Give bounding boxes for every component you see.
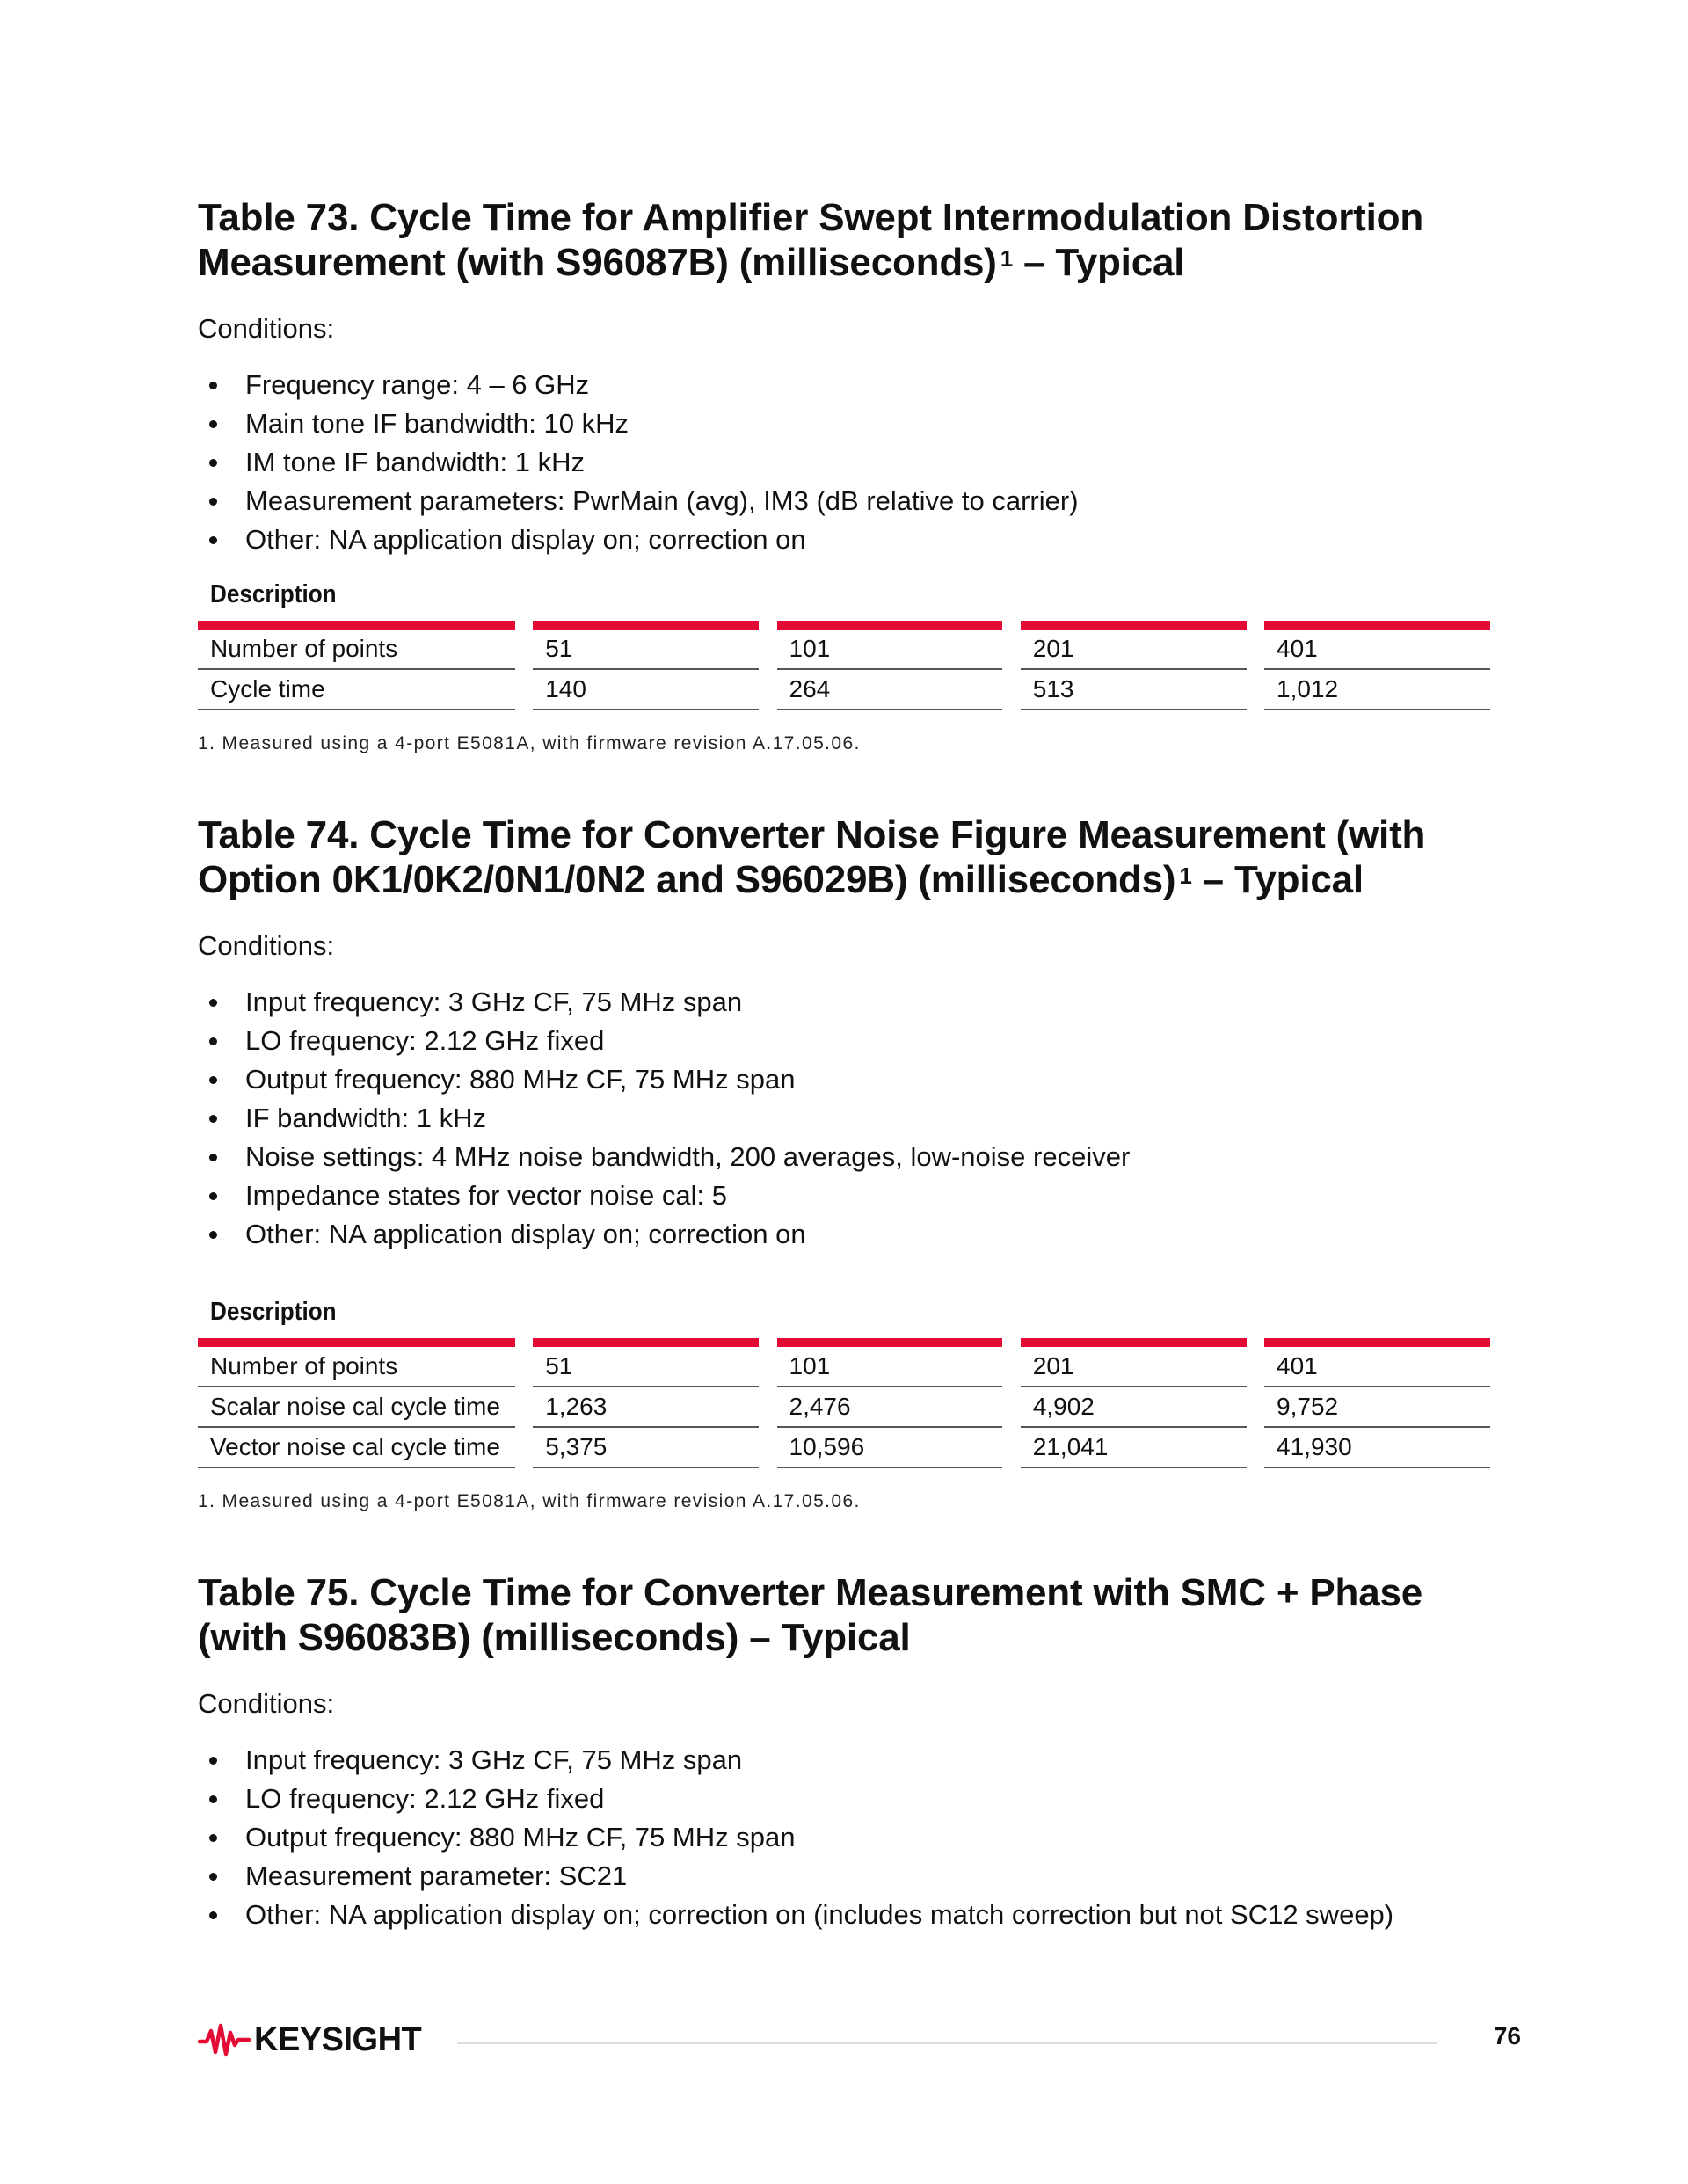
table-cell: 101: [777, 1347, 1003, 1387]
header-bar: [777, 621, 1003, 630]
bullet-icon: [209, 1076, 217, 1084]
section-title-text: Table 73. Cycle Time for Amplifier Swept Intermodulation Distortion Measurement (with S96087B) (milliseconds): [198, 196, 1423, 284]
logo-text: KEYSIGHT: [254, 2020, 422, 2058]
bullet-icon: [209, 1192, 217, 1200]
table-cell: 10,596: [777, 1428, 1003, 1468]
condition-text: Input frequency: 3 GHz CF, 75 MHz span: [245, 986, 743, 1017]
keysight-wave-icon: [198, 2022, 251, 2057]
condition-text: Noise settings: 4 MHz noise bandwidth, 200 averages, low-noise receiver: [245, 1141, 1131, 1172]
bullet-icon: [209, 382, 217, 389]
bullet-icon: [209, 1037, 217, 1045]
table-row: [198, 630, 1490, 670]
condition-item: [198, 1857, 1490, 1896]
condition-item: [198, 1896, 1490, 1934]
row-label: Number of points: [198, 1347, 515, 1387]
table-header-bar: [198, 621, 1490, 630]
section-title: [198, 195, 1490, 285]
condition-text: Measurement parameter: SC21: [245, 1860, 628, 1891]
section-title-suffix: – Typical: [1013, 241, 1185, 284]
header-bar: [1264, 1338, 1490, 1347]
condition-text: Other: NA application display on; correction on (includes match correction but not SC12 sweep): [245, 1899, 1394, 1930]
table-cell: 51: [533, 1347, 759, 1387]
section-table-75: [198, 1570, 1490, 1934]
footnote: 1. Measured using a 4-port E5081A, with firmware revision A.17.05.06.: [198, 733, 861, 753]
bullet-icon: [209, 999, 217, 1007]
table-row: [198, 670, 1490, 710]
table-cell: 5,375: [533, 1428, 759, 1468]
row-label: Cycle time: [198, 670, 515, 710]
condition-item: [198, 482, 1490, 521]
table-cell: 401: [1264, 1347, 1490, 1387]
footnote: 1. Measured using a 4-port E5081A, with firmware revision A.17.05.06.: [198, 1491, 861, 1511]
bullet-icon: [209, 1873, 217, 1881]
table-cell: 401: [1264, 630, 1490, 670]
noise-figure-table: [198, 1338, 1490, 1468]
section-title-text: Table 74. Cycle Time for Converter Noise Figure Measurement (with Option 0K1/0K2/0N1/0N2 and S96029B) (milliseconds): [198, 813, 1426, 901]
condition-item: [198, 521, 1490, 559]
table-cell: 21,041: [1021, 1428, 1247, 1468]
condition-text: IM tone IF bandwidth: 1 kHz: [245, 447, 585, 477]
header-bar: [198, 1338, 515, 1347]
condition-item: [198, 983, 1490, 1022]
condition-item: [198, 1215, 1490, 1254]
header-bar: [777, 1338, 1003, 1347]
condition-text: Measurement parameters: PwrMain (avg), IM3 (dB relative to carrier): [245, 485, 1079, 516]
table-cell: 201: [1021, 1347, 1247, 1387]
table-caption: Description: [210, 580, 337, 608]
condition-item: [198, 366, 1490, 404]
section-table-73: [198, 195, 1490, 754]
conditions-list: [198, 366, 1490, 559]
condition-text: Other: NA application display on; correction on: [245, 524, 806, 555]
table-header-bar: [198, 1338, 1490, 1347]
conditions-label: Conditions:: [198, 313, 335, 344]
condition-text: Output frequency: 880 MHz CF, 75 MHz span: [245, 1822, 796, 1853]
header-bar: [198, 621, 515, 630]
bullet-icon: [209, 420, 217, 428]
condition-text: Input frequency: 3 GHz CF, 75 MHz span: [245, 1744, 743, 1775]
table-caption: Description: [210, 1298, 337, 1326]
document-body: [198, 195, 1490, 1934]
table-cell: 101: [777, 630, 1003, 670]
bullet-icon: [209, 1231, 217, 1239]
section-title: Table 75. Cycle Time for Converter Measurement with SMC + Phase (with S96083B) (milliseconds) – Typical: [198, 1571, 1423, 1659]
condition-item: [198, 1099, 1490, 1138]
table-row: [198, 1428, 1490, 1468]
condition-item: [198, 1022, 1490, 1060]
footnote-marker: 1: [1000, 245, 1013, 272]
condition-text: LO frequency: 2.12 GHz fixed: [245, 1783, 605, 1814]
row-label: Scalar noise cal cycle time: [198, 1387, 515, 1428]
section-table-74: [198, 812, 1490, 1512]
bullet-icon: [209, 459, 217, 467]
table-cell: 4,902: [1021, 1387, 1247, 1428]
conditions-list: [198, 1741, 1490, 1934]
table-cell: 9,752: [1264, 1387, 1490, 1428]
header-bar: [533, 1338, 759, 1347]
table-cell: 264: [777, 670, 1003, 710]
header-bar: [1264, 621, 1490, 630]
table-cell: 140: [533, 670, 759, 710]
condition-text: Impedance states for vector noise cal: 5: [245, 1180, 727, 1211]
bullet-icon: [209, 1911, 217, 1919]
bullet-icon: [209, 1154, 217, 1161]
bullet-icon: [209, 1115, 217, 1123]
table-cell: 201: [1021, 630, 1247, 670]
bullet-icon: [209, 1795, 217, 1803]
condition-item: [198, 404, 1490, 443]
condition-text: Main tone IF bandwidth: 10 kHz: [245, 408, 629, 439]
header-bar: [1021, 621, 1247, 630]
condition-item: [198, 1780, 1490, 1818]
header-bar: [533, 621, 759, 630]
condition-item: [198, 1060, 1490, 1099]
condition-text: Output frequency: 880 MHz CF, 75 MHz span: [245, 1064, 796, 1095]
footer-divider: [457, 2042, 1437, 2044]
cycle-time-table: [198, 621, 1490, 710]
header-bar: [1021, 1338, 1247, 1347]
table-cell: 1,263: [533, 1387, 759, 1428]
bullet-icon: [209, 498, 217, 506]
condition-text: LO frequency: 2.12 GHz fixed: [245, 1025, 605, 1056]
section-title: [198, 812, 1490, 902]
bullet-icon: [209, 536, 217, 544]
row-label: Number of points: [198, 630, 515, 670]
table-cell: 41,930: [1264, 1428, 1490, 1468]
table-cell: 2,476: [777, 1387, 1003, 1428]
keysight-logo: [198, 2017, 421, 2063]
conditions-label: Conditions:: [198, 1688, 335, 1719]
page-number: 76: [1493, 2022, 1521, 2049]
table-cell: 1,012: [1264, 670, 1490, 710]
table-row: [198, 1347, 1490, 1387]
bullet-icon: [209, 1834, 217, 1842]
section-title-suffix: – Typical: [1191, 858, 1364, 901]
conditions-list: [198, 983, 1490, 1254]
condition-item: [198, 443, 1490, 482]
page-footer: [198, 2017, 1521, 2063]
table-cell: 513: [1021, 670, 1247, 710]
table-cell: 51: [533, 630, 759, 670]
row-label: Vector noise cal cycle time: [198, 1428, 515, 1468]
condition-item: [198, 1818, 1490, 1857]
condition-text: Frequency range: 4 – 6 GHz: [245, 369, 590, 400]
bullet-icon: [209, 1757, 217, 1765]
condition-text: Other: NA application display on; correction on: [245, 1219, 806, 1249]
condition-item: [198, 1138, 1490, 1176]
condition-item: [198, 1741, 1490, 1780]
conditions-label: Conditions:: [198, 930, 335, 961]
footnote-marker: 1: [1179, 863, 1192, 889]
condition-text: IF bandwidth: 1 kHz: [245, 1103, 486, 1133]
table-row: [198, 1387, 1490, 1428]
condition-item: [198, 1176, 1490, 1215]
